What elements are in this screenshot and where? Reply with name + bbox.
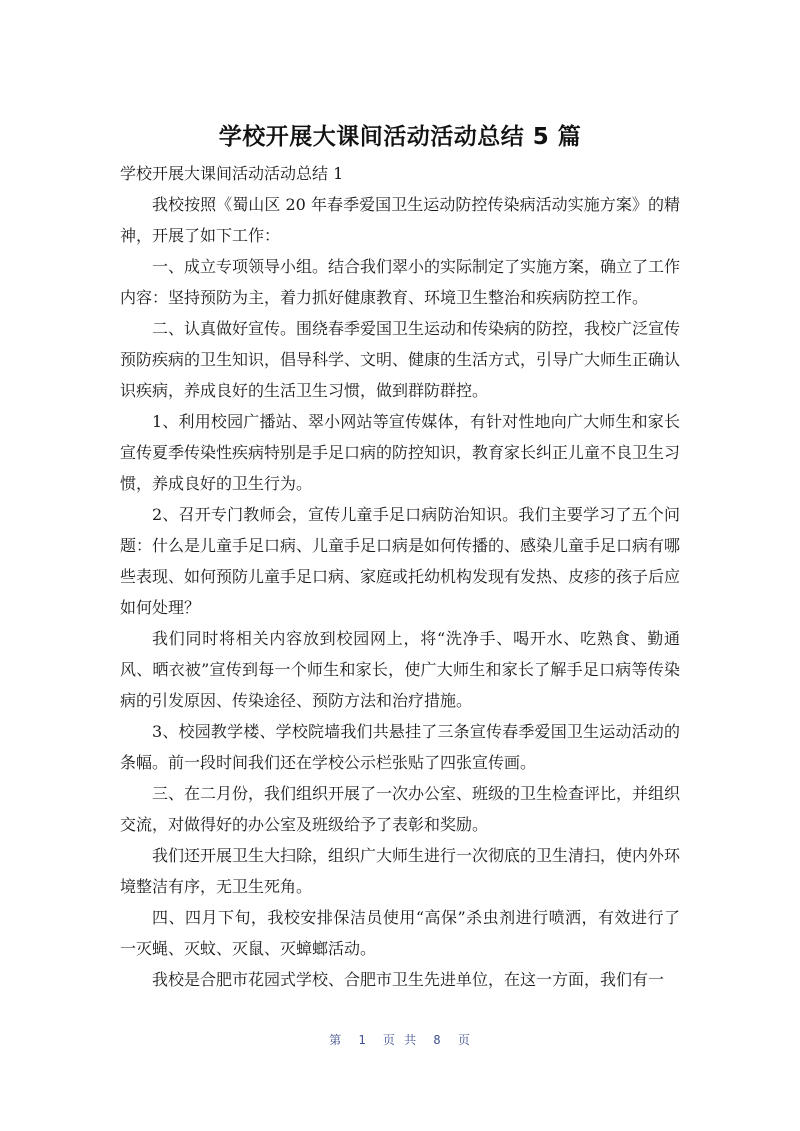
document-body [120, 158, 680, 995]
paragraph: 我们同时将相关内容放到校园网上，将“洗净手、喝开水、吃熟食、勤通风、晒衣被”宣传到每一个师生和家长，使广大师生和家长了解手足口病等传染病的引发原因、传染途径、预防方法和治疗措施。 [120, 629, 680, 710]
paragraph: 三、在二月份，我们组织开展了一次办公室、班级的卫生检查评比，并组织交流，对做得好的办公室及班级给予了表彰和奖励。 [120, 784, 681, 834]
paragraph: 二、认真做好宣传。围绕春季爱国卫生运动和传染病的防控，我校广泛宣传预防疾病的卫生知识，倡导科学、文明、健康的生活方式，引导广大师生正确认识疾病，养成良好的生活卫生习惯，做到群防群控。 [120, 319, 681, 400]
page-suffix: 页 [457, 1033, 471, 1047]
paragraph: 一、成立专项领导小组。结合我们翠小的实际制定了实施方案，确立了工作内容：坚持预防为主，着力抓好健康教育、环境卫生整治和疾病防控工作。 [120, 257, 681, 307]
paragraph: 1、利用校园广播站、翠小网站等宣传媒体，有针对性地向广大师生和家长宣传夏季传染性疾病特别是手足口病的防控知识，教育家长纠正儿童不良卫生习惯，养成良好的卫生行为。 [120, 412, 681, 493]
page-middle: 页 共 [382, 1033, 418, 1047]
paragraph: 我们还开展卫生大扫除，组织广大师生进行一次彻底的卫生清扫，使内外环境整洁有序，无卫生死角。 [120, 846, 681, 896]
paragraph: 我校按照《蜀山区 20 年春季爱国卫生运动防控传染病活动实施方案》的精神，开展了如下工作： [120, 195, 680, 245]
page-number: 1 [358, 1033, 367, 1047]
page-prefix: 第 [329, 1033, 343, 1047]
section-heading: 学校开展大课间活动活动总结 1 [120, 164, 344, 183]
page-footer [0, 1031, 800, 1048]
paragraph: 我校是合肥市花园式学校、合肥市卫生先进单位，在这一方面，我们有一 [152, 970, 665, 989]
paragraph: 四、四月下旬，我校安排保洁员使用“高保”杀虫剂进行喷洒，有效进行了一灭蝇、灭蚊、灭鼠、灭蟑螂活动。 [120, 908, 680, 958]
page-total: 8 [433, 1033, 442, 1047]
document-title: 学校开展大课间活动活动总结 5 篇 [218, 124, 582, 150]
paragraph: 3、校园教学楼、学校院墙我们共悬挂了三条宣传春季爱国卫生运动活动的条幅。前一段时间我们还在学校公示栏张贴了四张宣传画。 [120, 722, 680, 772]
paragraph: 2、召开专门教师会，宣传儿童手足口病防治知识。我们主要学习了五个问题：什么是儿童手足口病、儿童手足口病是如何传播的、感染儿童手足口病有哪些表现、如何预防儿童手足口病、家庭或托幼机构发现有发热、皮疹的孩子后应如何处理？ [120, 505, 681, 617]
